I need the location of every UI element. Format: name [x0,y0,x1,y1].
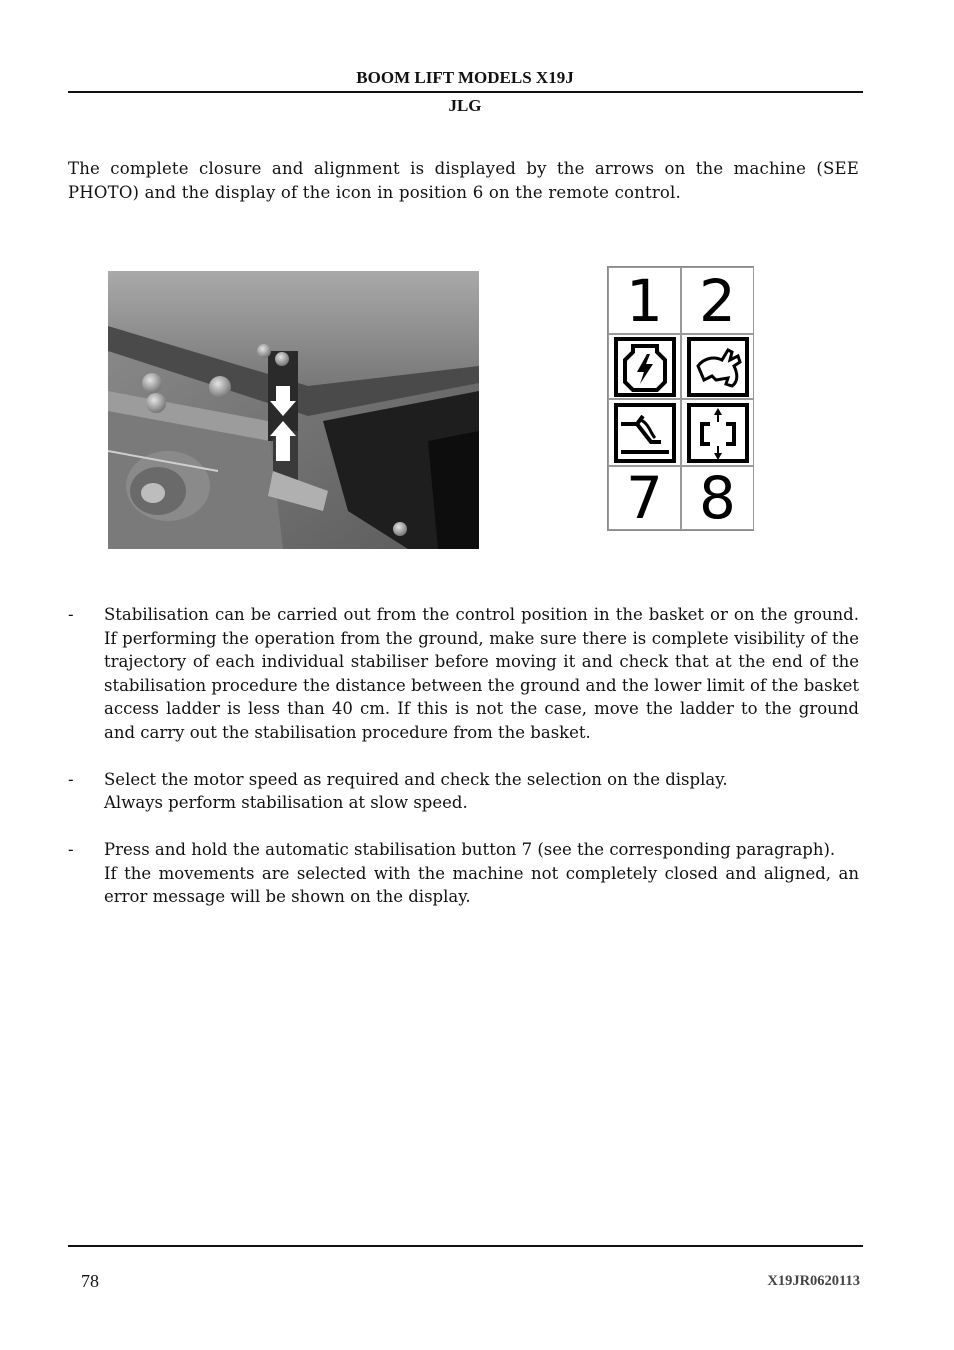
header-divider [68,91,863,93]
display-cell-6 [681,399,754,466]
display-cell-8 [681,466,754,530]
list-item-text: Always perform stabilisation at slow speed. [104,793,468,812]
list-item-text: Press and hold the automatic stabilisation button 7 (see the corresponding paragraph). [104,840,836,859]
stabiliser-icon [613,402,677,464]
list-bullet: - [68,769,74,789]
display-number: 1 [626,266,663,335]
display-cell-7 [608,466,681,530]
machine-alignment-photo [108,271,479,549]
list-item-text: If the movements are selected with the machine not completely closed and aligned, an error message will be shown on the display. [104,863,859,906]
remote-display-panel [607,266,754,531]
display-number: 8 [699,464,736,532]
list-bullet: - [68,605,74,624]
header-title: BOOM LIFT MODELS X19J [356,68,574,87]
list-item [68,768,859,815]
display-cell-5 [608,399,681,466]
list-item [68,838,859,909]
intro-paragraph: The complete closure and alignment is displayed by the arrows on the machine (SEE PHOTO) and the display of the icon in position 6 on the remote control. [68,159,859,202]
rabbit-fast-speed-icon [686,336,750,398]
display-number: 2 [699,266,736,335]
document-code: X19JR0620113 [767,1273,860,1289]
footer-divider [68,1245,863,1247]
list-item-text: Select the motor speed as required and check the selection on the display. [104,769,728,789]
display-cell-3 [608,334,681,399]
list-item [68,603,859,744]
display-cell-1 [608,267,681,334]
display-cell-2 [681,267,754,334]
header-brand: JLG [448,96,482,115]
page-number: 78 [81,1271,99,1291]
display-cell-4 [681,334,754,399]
list-bullet: - [68,840,74,859]
engine-electric-icon [613,336,677,398]
display-number: 7 [626,464,663,532]
list-item-text: Stabilisation can be carried out from the control position in the basket or on the ground. If performing the operation from the ground, make sure there is complete visibility of the trajectory of each individual stabiliser before moving it and check that at the end of the stabilisation procedure the distance between the ground and the lower limit of the basket access ladder is less than 40 cm. If this is not the case, move the ladder to the ground and carry out the stabilisation procedure from the basket. [104,605,859,742]
instruction-list [68,603,859,932]
closed-aligned-icon [686,402,750,464]
